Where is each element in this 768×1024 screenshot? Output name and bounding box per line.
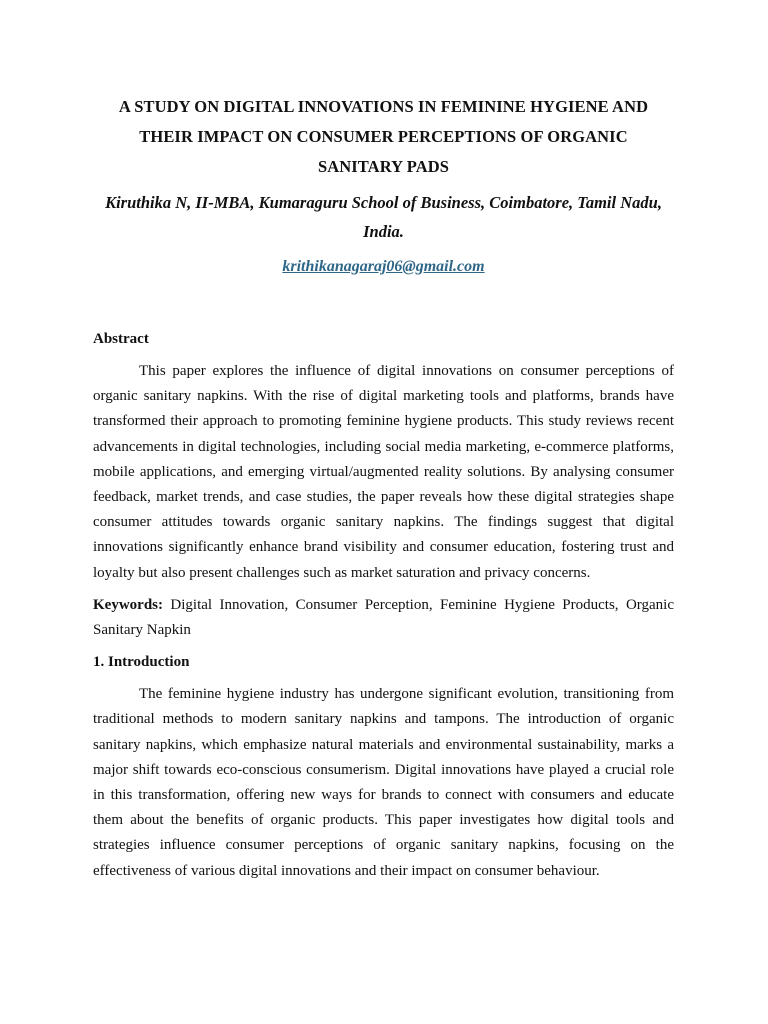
- title-line: SANITARY PADS: [317, 157, 450, 176]
- keywords-paragraph: [93, 593, 674, 643]
- introduction-body: The feminine hygiene industry has undergone significant evolution, transitioning from traditional methods to modern sanitary napkins and tampons. The introduction of organic sanitary napkins, which emphasize natural materials and environmental sustainability, marks a major shift towards eco-conscious consumerism. Digital innovations have played a crucial role in this transformation, offering new ways for brands to connect with consumers and educate them about the benefits of organic products. This paper investigates how digital tools and strategies influence consumer perceptions of organic sanitary napkins, focusing on the effectiveness of various digital innovations and their impact on consumer behaviour.: [93, 686, 674, 879]
- title-line: THEIR IMPACT ON CONSUMER PERCEPTIONS OF ORGANIC: [139, 127, 628, 146]
- paper-title: [93, 92, 674, 182]
- abstract-heading: Abstract: [93, 331, 149, 347]
- keywords-label: Keywords:: [93, 596, 163, 613]
- abstract-body: This paper explores the influence of digital innovations on consumer perceptions of organic sanitary napkins. With the rise of digital marketing tools and platforms, brands have transformed their approach to promoting feminine hygiene products. This study reviews recent advancements in digital technologies, including social media marketing, e-commerce platforms, mobile applications, and emerging virtual/augmented reality solutions. By analysing consumer feedback, market trends, and case studies, the paper reveals how these digital strategies shape consumer attitudes towards organic sanitary napkins. The findings suggest that digital innovations significantly enhance brand visibility and consumer education, fostering trust and loyalty but also present challenges such as market saturation and privacy concerns.: [93, 363, 674, 581]
- paper-page: [93, 92, 674, 884]
- author-affiliation: Kiruthika N, II-MBA, Kumaraguru School of Business, Coimbatore, Tamil Nadu, India.: [105, 193, 662, 241]
- author-email-line: [93, 255, 674, 279]
- keywords-text: Digital Innovation, Consumer Perception, Feminine Hygiene Products, Organic Sanitary Napkin: [93, 596, 675, 639]
- author-email-link[interactable]: krithikanagaraj06@gmail.com: [282, 258, 485, 275]
- introduction-heading: 1. Introduction: [93, 654, 190, 671]
- title-line: A STUDY ON DIGITAL INNOVATIONS IN FEMININE HYGIENE AND: [118, 97, 649, 116]
